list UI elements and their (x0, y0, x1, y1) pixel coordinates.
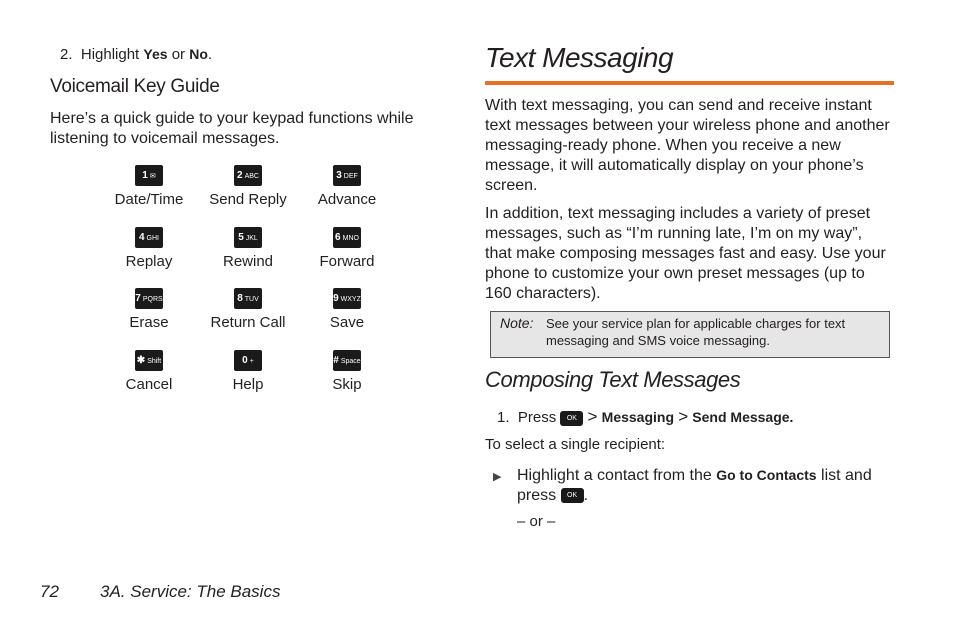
key-star-icon: ✱ Shift (135, 350, 163, 371)
voicemail-intro: Here’s a quick guide to your keypad functions while listening to voicemail messages. (50, 110, 414, 147)
key-3-advance: 3 DEF Advance (297, 165, 397, 208)
key-6-forward: 6 MNO Forward (297, 227, 397, 270)
or-separator: – or – (517, 513, 556, 530)
key-5-icon: 5 JKL (234, 227, 262, 248)
key-0-help: 0 + Help (198, 350, 298, 393)
key-pound-skip: # Space Skip (297, 350, 397, 393)
key-2-send-reply: 2 ABC Send Reply (198, 165, 298, 208)
key-star-cancel: ✱ Shift Cancel (99, 350, 199, 393)
key-2-icon: 2 ABC (234, 165, 262, 186)
key-7-icon: 7 PQRS (135, 288, 163, 309)
ok-key-icon: OK (561, 488, 584, 503)
key-3-icon: 3 DEF (333, 165, 361, 186)
bullet-highlight-contact: Highlight a contact from the Go to Contacts list and press OK . (517, 467, 872, 504)
composing-heading: Composing Text Messages (485, 367, 741, 392)
section-title: 3A. Service: The Basics (100, 582, 281, 601)
key-1-icon: 1 ✉ (135, 165, 163, 186)
title-rule (485, 81, 894, 85)
page-title: Text Messaging (485, 42, 674, 73)
key-7-erase: 7 PQRS Erase (99, 288, 199, 331)
key-0-icon: 0 + (234, 350, 262, 371)
intro-paragraph: With text messaging, you can send and receive instant text messages between your wireless phone and another messaging-ready phone. When you receive a new message, it will automatically display on your phone’s screen. (485, 97, 890, 194)
key-4-icon: 4 GHI (135, 227, 163, 248)
single-recipient-label: To select a single recipient: (485, 436, 666, 453)
note-box (490, 311, 890, 358)
key-6-icon: 6 MNO (333, 227, 361, 248)
voicemail-key-guide-heading: Voicemail Key Guide (50, 76, 220, 97)
ok-key-icon: OK (560, 411, 583, 426)
note-label: Note: (500, 315, 534, 331)
key-5-rewind: 5 JKL Rewind (198, 227, 298, 270)
step-1: 1. Press OK > Messaging > Send Message. (497, 407, 794, 426)
note-text: See your service plan for applicable charges for text messaging and SMS voice messaging. (546, 316, 846, 348)
key-8-return-call: 8 TUV Return Call (198, 288, 298, 331)
key-8-icon: 8 TUV (234, 288, 262, 309)
page-number: 72 (40, 582, 59, 601)
bullet-arrow-icon: ▶ (493, 471, 502, 483)
key-9-save: 9 WXYZ Save (297, 288, 397, 331)
key-4-replay: 4 GHI Replay (99, 227, 199, 270)
key-pound-icon: # Space (333, 350, 361, 371)
key-1-date-time: 1 ✉ Date/Time (99, 165, 199, 208)
key-9-icon: 9 WXYZ (333, 288, 361, 309)
step-2: 2. Highlight Yes or No. (60, 46, 213, 63)
preset-paragraph: In addition, text messaging includes a variety of preset messages, such as “I’m running late, I’m on my way”, that make composing messages fast and easy. Use your phone to customize your own preset messages (up to 160 characters). (485, 205, 886, 302)
